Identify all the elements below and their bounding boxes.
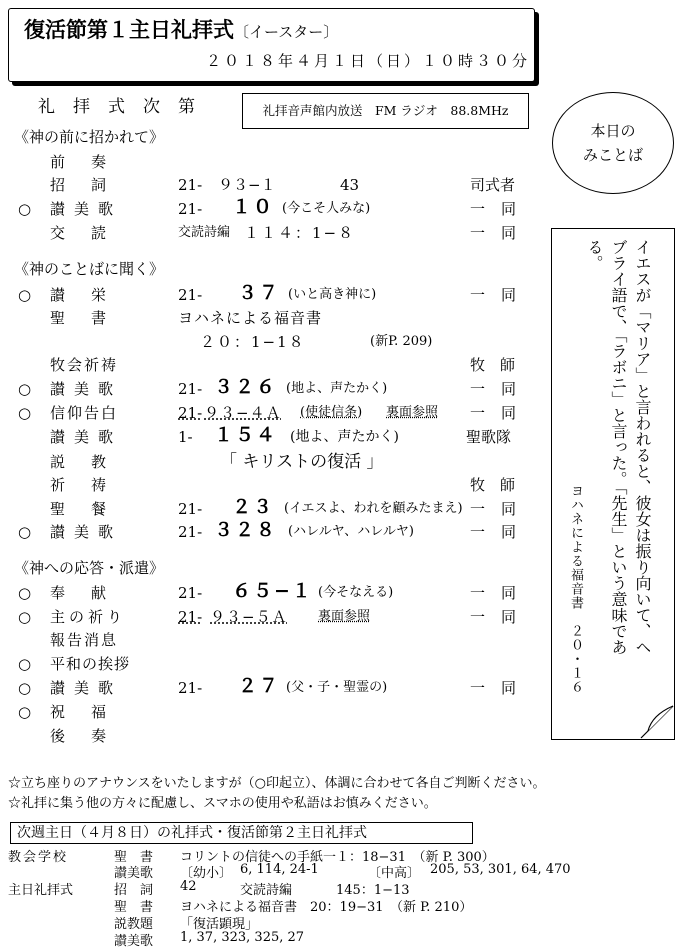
hymn-name: (今こそ人みな) bbox=[282, 201, 371, 216]
role: 一同 bbox=[470, 584, 533, 602]
hymn-number: ９３−１ bbox=[218, 176, 276, 194]
row-sanbika2 bbox=[0, 377, 540, 401]
item-label: 平和の挨拶 bbox=[50, 655, 131, 673]
row-houken bbox=[0, 581, 540, 605]
row-shunoinori bbox=[0, 605, 540, 629]
scripture-book: ヨハネによる福音書 bbox=[178, 309, 323, 327]
cs-youshou-label: 〔幼小〕 bbox=[180, 866, 233, 881]
ss-scripture-label: 聖 書 bbox=[114, 900, 154, 915]
item-label: 交読 bbox=[50, 224, 133, 242]
next-week-heading: 次週主日（４月８日）の礼拝式・復活節第２主日礼拝式 bbox=[10, 822, 473, 844]
book-num: 21- bbox=[178, 679, 203, 697]
stand-mark: ○ bbox=[18, 608, 32, 626]
hymn-name: (ハレルヤ、ハレルヤ) bbox=[288, 524, 414, 539]
hymn-name: (地よ、声たかく) bbox=[286, 381, 388, 396]
item-label: 信仰告白 bbox=[50, 404, 119, 422]
book-num: 21- bbox=[178, 286, 203, 304]
item-label: 後奏 bbox=[50, 727, 133, 745]
stand-mark: ○ bbox=[18, 655, 32, 673]
item-label: 報告消息 bbox=[50, 631, 119, 649]
hymn-name: (父・子・聖霊の) bbox=[286, 680, 388, 695]
creed-name: (使徒信条) bbox=[300, 405, 363, 420]
hymn-number: １０ bbox=[232, 196, 275, 218]
psalm-value: 145：1−13 bbox=[336, 883, 410, 898]
row-seisho bbox=[0, 306, 540, 330]
row-sanbika4 bbox=[0, 520, 540, 544]
ss-scripture: ヨハネによる福音書 20：19−31 （新 P. 210） bbox=[180, 900, 473, 915]
sermon-title-next: 「復活顕現」 bbox=[180, 917, 259, 932]
section-heading-3: 《神への応答・派遣》 bbox=[14, 559, 165, 577]
prayer-number: ９３−５Ａ bbox=[210, 608, 288, 626]
scripture-ref: ヨハネによる福音書 ２０・１６ bbox=[568, 484, 583, 694]
row-sekkyou bbox=[0, 450, 540, 474]
psalm-number: １１４：1−８ bbox=[244, 224, 356, 242]
ss-hymn-label: 讃美歌 bbox=[114, 934, 154, 949]
cs-scripture: コリントの信徒への手紙一１：18−31 （新 P. 300） bbox=[180, 850, 495, 865]
role: 一同 bbox=[470, 608, 533, 626]
order-heading: 礼拝式次第 bbox=[38, 97, 213, 117]
item-label: 聖餐 bbox=[50, 500, 133, 518]
stand-mark: ○ bbox=[18, 703, 32, 721]
psalm-label: 交読詩編 bbox=[240, 883, 293, 898]
book-num: 21- bbox=[178, 608, 203, 626]
broadcast-info: 礼拝音声館内放送 FM ラジオ 88.8MHz bbox=[242, 93, 529, 129]
row-heiwa bbox=[0, 652, 540, 676]
scripture-page: (新P. 209) bbox=[370, 334, 433, 349]
stand-mark: ○ bbox=[18, 286, 32, 304]
section-heading-1: 《神の前に招かれて》 bbox=[14, 128, 165, 146]
page-title-sub: 〔イースター〕 bbox=[234, 23, 339, 41]
row-shukufuku bbox=[0, 700, 540, 724]
ss-hymns: 1, 37, 323, 325, 27 bbox=[180, 930, 305, 945]
cs-chuukou-label: 〔中高〕 bbox=[368, 866, 421, 881]
sermon-title-label: 説教題 bbox=[114, 917, 154, 932]
note-1: ☆立ち座りのアナウンスをいたしますが（○印起立）、体調に合わせて各自ご判断ください。 bbox=[8, 776, 546, 791]
hymn-number: ３７ bbox=[238, 282, 281, 304]
hymn-name: (いと高き神に) bbox=[288, 287, 377, 302]
sunday-service-label: 主日礼拝式 bbox=[8, 883, 74, 898]
scripture-box bbox=[551, 228, 675, 740]
stand-mark: ○ bbox=[18, 584, 32, 602]
hymn-number: ６５−１ bbox=[232, 580, 313, 602]
item-label: 讃栄 bbox=[50, 286, 133, 304]
scripture-verse: ２０：1−1８ bbox=[200, 333, 306, 351]
row-zensou bbox=[0, 150, 540, 174]
role: 一同 bbox=[470, 404, 533, 422]
note-2: ☆礼拝に集う他の方々に配慮し、スマホの使用や私語はお慎みください。 bbox=[8, 796, 437, 811]
role: 司式者 bbox=[470, 176, 516, 194]
church-school-label: 教会学校 bbox=[8, 850, 69, 865]
item-label: 招詞 bbox=[50, 176, 133, 194]
page-title: 復活節第１主日礼拝式〔イースター〕 bbox=[24, 17, 339, 42]
reverse-ref: 裏面参照 bbox=[318, 609, 371, 624]
role: 一同 bbox=[470, 380, 533, 398]
role: 一同 bbox=[470, 500, 533, 518]
cs-youshou: 6, 114, 24-1 bbox=[240, 862, 319, 877]
row-kitou bbox=[0, 473, 540, 497]
hymn-name: (今そなえる) bbox=[318, 585, 394, 600]
scripture-text: イエスが「マリア」と言われると、彼女は振り向いて、ヘブライ語で、「ラボニ」と言った。「先生」という意味である。 bbox=[585, 239, 652, 655]
sermon-title: 「 キリストの復活 」 bbox=[220, 452, 384, 472]
role: 一同 bbox=[470, 286, 533, 304]
row-koudoku bbox=[0, 221, 540, 245]
hymn-name: (地よ、声たかく) bbox=[290, 429, 399, 445]
item-label: 讃美歌 bbox=[50, 380, 123, 398]
role: 一同 bbox=[470, 523, 533, 541]
item-label: 讃美歌 bbox=[50, 679, 123, 697]
psalm-label: 交読詩編 bbox=[178, 225, 231, 240]
row-sanbika3 bbox=[0, 425, 540, 449]
todays-word-line2: みことば bbox=[582, 146, 643, 164]
reverse-ref: 裏面参照 bbox=[386, 405, 439, 420]
stand-mark: ○ bbox=[18, 679, 32, 697]
stand-mark: ○ bbox=[18, 200, 32, 218]
book-num: 21- bbox=[178, 404, 203, 422]
item-label: 説教 bbox=[50, 453, 133, 471]
page-curl-icon bbox=[640, 705, 674, 739]
book-num: 21- bbox=[178, 523, 203, 541]
item-label: 讃美歌 bbox=[50, 200, 123, 218]
cs-chuukou: 205, 53, 301, 64, 470 bbox=[430, 862, 571, 877]
book-num: 21- bbox=[178, 200, 203, 218]
hymn-number: ２７ bbox=[238, 675, 281, 697]
book-num: 1- bbox=[178, 428, 193, 446]
call-value: 42 bbox=[180, 879, 197, 894]
item-label: 讃美歌 bbox=[50, 523, 123, 541]
item-label: 聖書 bbox=[50, 309, 133, 327]
stand-mark: ○ bbox=[18, 380, 32, 398]
book-num: 21- bbox=[178, 380, 203, 398]
role: 牧 師 bbox=[470, 476, 516, 494]
row-sanei bbox=[0, 283, 540, 307]
item-label: 讃美歌 bbox=[50, 428, 123, 446]
row-houkoku bbox=[0, 628, 540, 652]
stand-mark: ○ bbox=[18, 404, 32, 422]
item-label: 前奏 bbox=[50, 153, 133, 171]
service-date: ２０１８年４月１日（日）１０時３０分 bbox=[206, 52, 531, 70]
hymn-number: １５４ bbox=[214, 424, 278, 446]
item-label: 祈祷 bbox=[50, 476, 133, 494]
cs-scripture-label: 聖 書 bbox=[114, 850, 154, 865]
hymn-number: ３２８ bbox=[214, 519, 278, 541]
call-label: 招 詞 bbox=[114, 883, 154, 898]
item-label: 祝福 bbox=[50, 703, 133, 721]
row-sanbika1 bbox=[0, 197, 540, 221]
extra-number: 43 bbox=[340, 176, 360, 194]
hymn-number: ３２６ bbox=[214, 376, 278, 398]
item-label: 奉献 bbox=[50, 584, 133, 602]
row-shoushi bbox=[0, 173, 540, 197]
row-kousou bbox=[0, 724, 540, 748]
role: 一同 bbox=[470, 679, 533, 697]
book-num: 21- bbox=[178, 584, 203, 602]
book-num: 21- bbox=[178, 176, 203, 194]
role: 牧 師 bbox=[470, 356, 516, 374]
creed-number: ９３−４Ａ bbox=[204, 404, 282, 422]
book-num: 21- bbox=[178, 500, 203, 518]
item-label: 牧会祈祷 bbox=[50, 356, 119, 374]
role: 聖歌隊 bbox=[466, 428, 512, 446]
row-bokkai bbox=[0, 353, 540, 377]
hymn-number: ２３ bbox=[232, 496, 275, 518]
todays-word-line1: 本日の bbox=[590, 122, 636, 140]
todays-word-circle bbox=[552, 92, 674, 194]
cs-hymn-label: 讃美歌 bbox=[114, 866, 154, 881]
item-label: 主の祈り bbox=[50, 608, 127, 626]
row-seisho-verse bbox=[0, 330, 540, 354]
section-heading-2: 《神のことばに聞く》 bbox=[14, 260, 165, 278]
role: 一同 bbox=[470, 200, 533, 218]
hymn-name: (イエスよ、われを顧みたまえ) bbox=[284, 501, 463, 516]
row-sanbika5 bbox=[0, 676, 540, 700]
role: 一同 bbox=[470, 224, 533, 242]
row-shinkou bbox=[0, 401, 540, 425]
stand-mark: ○ bbox=[18, 523, 32, 541]
